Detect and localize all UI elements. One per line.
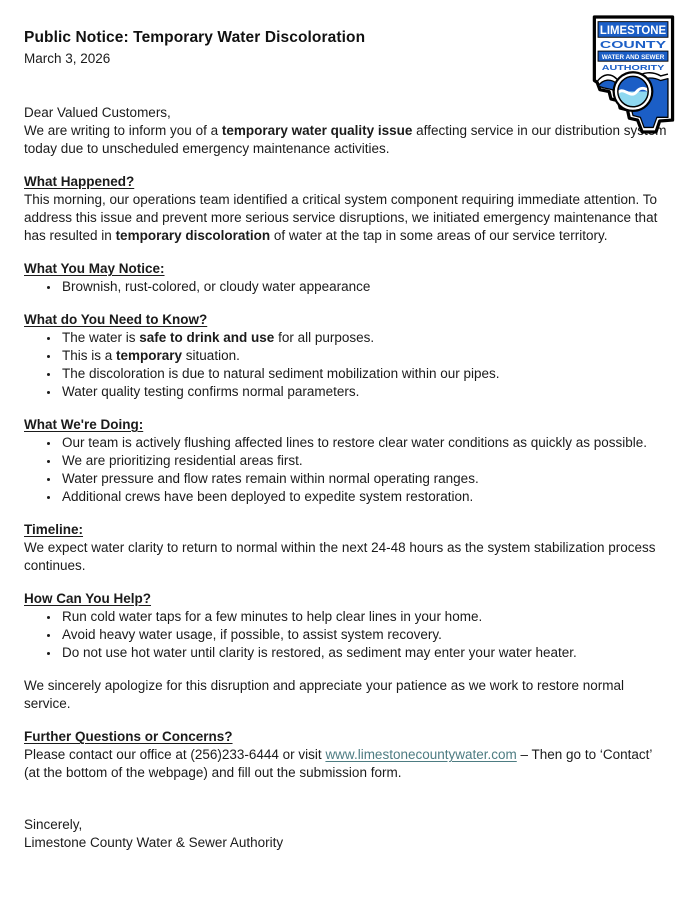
logo-text-county: COUNTY	[599, 39, 667, 51]
section-heading-further-questions: Further Questions or Concerns?	[24, 729, 233, 744]
logo-text-authority: AUTHORITY	[601, 64, 665, 72]
website-link[interactable]: www.limestonecountywater.com	[325, 747, 517, 762]
page-title: Public Notice: Temporary Water Discoloration	[24, 29, 366, 46]
list-item	[60, 347, 669, 365]
section-what-you-may-notice	[24, 260, 669, 296]
list-item: • Water quality testing confirms normal parameters.	[60, 383, 669, 401]
section-further-questions	[24, 728, 669, 782]
timeline-paragraph: We expect water clarity to return to normal within the next 24-48 hours as the system stabilization process continues.	[24, 540, 656, 573]
intro-paragraph	[24, 122, 669, 158]
notice-bullet-list	[24, 278, 669, 296]
closing-block	[24, 816, 669, 852]
text-segment: situation.	[182, 348, 240, 363]
text-segment: – Then go to ‘Contact’ (at the bottom of the webpage) and fill out the submission form.	[24, 747, 652, 780]
list-item: • Run cold water taps for a few minutes to help clear lines in your home.	[60, 608, 669, 626]
list-item: • Do not use hot water until clarity is restored, as sediment may enter your water heater.	[60, 644, 669, 662]
apology-paragraph: We sincerely apologize for this disruption and appreciate your patience as we work to restore normal service.	[24, 678, 625, 711]
text-segment: for all purposes.	[274, 330, 375, 345]
what-happened-paragraph	[24, 191, 669, 245]
section-what-were-doing	[24, 416, 669, 506]
list-item: • We are prioritizing residential areas first.	[60, 452, 669, 470]
logo-text-limestone: LIMESTONE	[599, 23, 667, 38]
text-segment: The water is	[62, 330, 140, 345]
section-heading-what-were-doing: What We're Doing:	[24, 417, 144, 432]
limestone-county-water-authority-logo	[587, 14, 679, 136]
logo-graphic	[587, 14, 679, 136]
list-item: • Avoid heavy water usage, if possible, to assist system recovery.	[60, 626, 669, 644]
list-item: • Additional crews have been deployed to expedite system restoration.	[60, 488, 669, 506]
text-segment: This morning, our operations team identified a critical system component requiring immediate attention. To address this issue and prevent more serious service disruptions, we initiated emergency maintenance that has resulted in	[24, 192, 658, 243]
section-what-to-know	[24, 311, 669, 401]
help-bullet-list	[24, 608, 669, 662]
list-item: • Brownish, rust-colored, or cloudy water appearance	[60, 278, 669, 296]
section-how-can-you-help	[24, 590, 669, 662]
doing-bullet-list	[24, 434, 669, 506]
bold-text-segment: temporary	[116, 348, 183, 363]
bold-text-segment: safe to drink and use	[139, 330, 275, 345]
list-item: • Water pressure and flow rates remain within normal operating ranges.	[60, 470, 669, 488]
know-bullet-list	[24, 329, 669, 401]
text-segment: This is a	[62, 348, 117, 363]
salutation: Dear Valued Customers,	[24, 105, 171, 120]
section-timeline	[24, 521, 669, 575]
section-heading-what-happened: What Happened?	[24, 174, 135, 189]
logo-text-water-and-sewer: WATER AND SEWER	[601, 53, 665, 61]
list-item: • Our team is actively flushing affected lines to restore clear water conditions as quickly as possible.	[60, 434, 669, 452]
section-heading-timeline: Timeline:	[24, 522, 84, 537]
section-heading-what-to-know: What do You Need to Know?	[24, 312, 208, 327]
section-heading-how-can-you-help: How Can You Help?	[24, 591, 152, 606]
text-segment: of water at the tap in some areas of our service territory.	[270, 228, 608, 243]
bold-text-segment: temporary water quality issue	[221, 123, 413, 138]
bold-text-segment: temporary discoloration	[115, 228, 271, 243]
contact-paragraph	[24, 746, 669, 782]
section-apology	[24, 677, 669, 713]
text-segment: We are writing to inform you of a	[24, 123, 222, 138]
list-item	[60, 329, 669, 347]
closing-signature: Limestone County Water & Sewer Authority	[24, 835, 284, 850]
text-segment: affecting service in our distribution system today due to unscheduled emergency maintenance activities.	[24, 123, 667, 156]
section-what-happened	[24, 173, 669, 245]
text-segment: Please contact our office at (256)233-6444 or visit	[24, 747, 326, 762]
closing-sincerely: Sincerely,	[24, 817, 83, 832]
notice-date: March 3, 2026	[24, 51, 111, 66]
list-item: • The discoloration is due to natural sediment mobilization within our pipes.	[60, 365, 669, 383]
section-heading-what-you-may-notice: What You May Notice:	[24, 261, 165, 276]
